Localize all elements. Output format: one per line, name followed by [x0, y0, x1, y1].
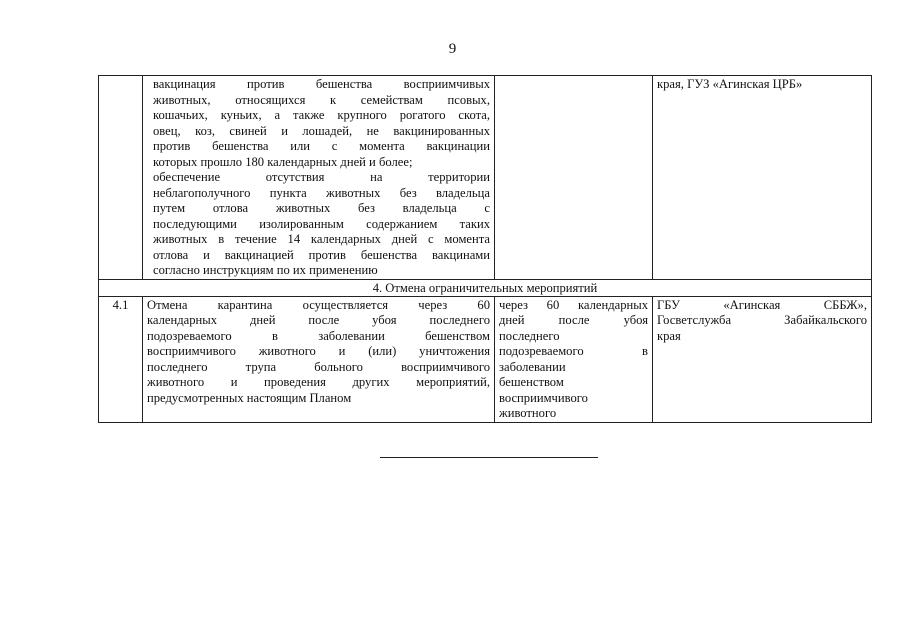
- row-number-cell: 4.1: [99, 296, 143, 422]
- measures-line: восприимчивого животного и (или) уничтожения: [147, 344, 490, 358]
- measures-line: животных, относящихся к семействам псовых,: [153, 92, 490, 107]
- measures-line: животных в течение 14 календарных дней с момента: [153, 232, 490, 246]
- term-line: подозреваемого в: [499, 344, 648, 358]
- responsible-line: края: [657, 328, 681, 343]
- measures-line: животного и проведения других мероприятий,: [147, 375, 490, 389]
- measures-line: последующими изолированным содержанием таких: [153, 216, 490, 231]
- measures-cell: [143, 76, 495, 280]
- measures-line: обеспечение отсутствия на территории: [153, 170, 490, 184]
- responsible-line: Госветслужба Забайкальского: [657, 313, 867, 327]
- measures-line: против бешенства или с момента вакцинации: [153, 139, 490, 153]
- measures-line: путем отлова животных без владельца с: [153, 201, 490, 215]
- term-line: заболевании: [499, 359, 566, 374]
- measures-line: неблагополучного пункта животных без владельца: [153, 185, 490, 200]
- term-cell: [495, 76, 653, 280]
- measures-line: согласно инструкциям по их применению: [153, 263, 378, 277]
- page-number: 9: [448, 41, 457, 57]
- measures-line: вакцинация против бешенства восприимчивых: [153, 77, 490, 91]
- measures-line: отлова и вакцинацией против бешенства вакцинами: [153, 247, 490, 262]
- term-line: дней после убоя: [499, 313, 648, 327]
- measures-line: предусмотренных настоящим Планом: [147, 390, 352, 405]
- table-row-continued: [99, 76, 872, 280]
- responsible-line: края, ГУЗ «Агинская ЦРБ»: [657, 77, 803, 91]
- section-heading-row: [99, 279, 872, 296]
- responsible-cell: [653, 76, 872, 280]
- measures-line: Отмена карантина осуществляется через 60: [147, 297, 490, 312]
- end-rule: [380, 457, 598, 458]
- term-cell: [495, 296, 653, 422]
- responsible-cell: [653, 296, 872, 422]
- row-number-cell: [99, 76, 143, 280]
- measures-line: овец, коз, свиней и лошадей, не вакцинированных: [153, 123, 490, 138]
- section-heading: 4. Отмена ограничительных мероприятий: [99, 279, 872, 296]
- term-line: восприимчивого: [499, 390, 588, 405]
- term-line: через 60 календарных: [499, 297, 648, 312]
- term-line: животного: [499, 406, 557, 420]
- measures-cell: [143, 296, 495, 422]
- measures-line: кошачьих, куньих, а также крупного рогатого скота,: [153, 108, 490, 122]
- term-line: последнего: [499, 328, 560, 343]
- measures-line: календарных дней после убоя последнего: [147, 313, 490, 327]
- table-row-4-1: [99, 296, 872, 422]
- measures-line: которых прошло 180 календарных дней и более;: [153, 154, 413, 169]
- measures-line: подозреваемого в заболевании бешенством: [147, 328, 490, 343]
- measures-line: последнего трупа больного восприимчивого: [147, 359, 490, 374]
- measures-table: [98, 75, 872, 423]
- term-line: бешенством: [499, 375, 564, 389]
- responsible-line: ГБУ «Агинская СББЖ»,: [657, 297, 867, 312]
